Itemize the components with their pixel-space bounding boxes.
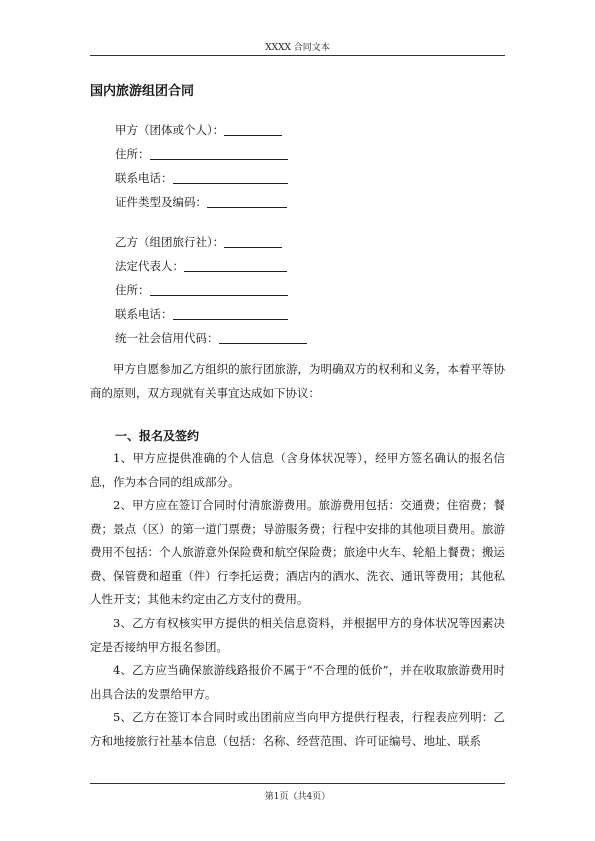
intro-paragraph: 甲方自愿参加乙方组织的旅行团旅游，为明确双方的权利和义务，本着平等协商的原则，双方现就有关事宜达成如下协议： <box>90 362 505 400</box>
party-b-credit-code-field <box>115 330 307 346</box>
footer-divider <box>90 783 505 784</box>
party-a-phone-field <box>115 170 288 186</box>
page-header: XXXX 合同文本 <box>265 43 330 53</box>
fill-blank[interactable] <box>173 307 288 320</box>
header-divider <box>90 55 505 56</box>
field-label: 证件类型及编码： <box>115 195 207 209</box>
field-label: 法定代表人： <box>115 259 184 273</box>
clause-4: 4、乙方应当确保旅游线路报价不属于“不合理的低价”，并在收取旅游费用时出具合法的发票给甲方。 <box>90 663 505 701</box>
field-label: 联系电话： <box>115 307 173 321</box>
page-number: 第1页（共4页） <box>264 792 331 802</box>
clause-1: 1、甲方应提供准确的个人信息（含身体状况等），经甲方签名确认的报名信息，作为本合同的组成部分。 <box>90 451 505 489</box>
contract-title: 国内旅游组团合同 <box>90 84 195 99</box>
field-label: 住所： <box>115 283 150 297</box>
party-b-name-field <box>115 234 282 250</box>
fill-blank[interactable] <box>173 171 288 184</box>
field-label: 乙方（组团旅行社）： <box>115 235 225 249</box>
fill-blank[interactable] <box>184 259 287 272</box>
fill-blank[interactable] <box>150 283 288 296</box>
field-label: 住所： <box>115 147 150 161</box>
fill-blank[interactable] <box>207 195 287 208</box>
field-label: 甲方（团体或个人）： <box>115 123 225 137</box>
field-label: 联系电话： <box>115 171 173 185</box>
fill-blank[interactable] <box>224 235 282 248</box>
party-b-phone-field <box>115 306 288 322</box>
clause-5: 5、乙方在签订本合同时或出团前应当向甲方提供行程表，行程表应列明：乙方和地接旅行社基本信息（包括：名称、经营范围、许可证编号、地址、联系 <box>90 710 505 748</box>
clause-2: 2、甲方应在签订合同时付清旅游费用。旅游费用包括：交通费；住宿费；餐费；景点（区）的第一道门票费；导游服务费；行程中安排的其他项目费用。旅游费用不包括：个人旅游意外保险费和航空保险费；旅途中火车、轮船上餐费；搬运费、保管费和超重（件）行李托运费；酒店内的酒水、洗衣、通讯等费用；其他私人性开支；其他未约定由乙方支付的费用。 <box>90 498 505 606</box>
party-a-address-field <box>115 146 288 162</box>
section-heading: 一、报名及签约 <box>115 429 200 443</box>
field-label: 统一社会信用代码： <box>115 331 219 345</box>
party-b-address-field <box>115 282 288 298</box>
party-a-id-field <box>115 194 287 210</box>
clause-3: 3、乙方有权核实甲方提供的相关信息资料，并根据甲方的身体状况等因素决定是否接纳甲方报名参团。 <box>90 616 505 654</box>
fill-blank[interactable] <box>224 123 282 136</box>
fill-blank[interactable] <box>219 331 307 344</box>
fill-blank[interactable] <box>150 147 288 160</box>
party-a-name-field <box>115 122 282 138</box>
party-b-legal-rep-field <box>115 258 287 274</box>
